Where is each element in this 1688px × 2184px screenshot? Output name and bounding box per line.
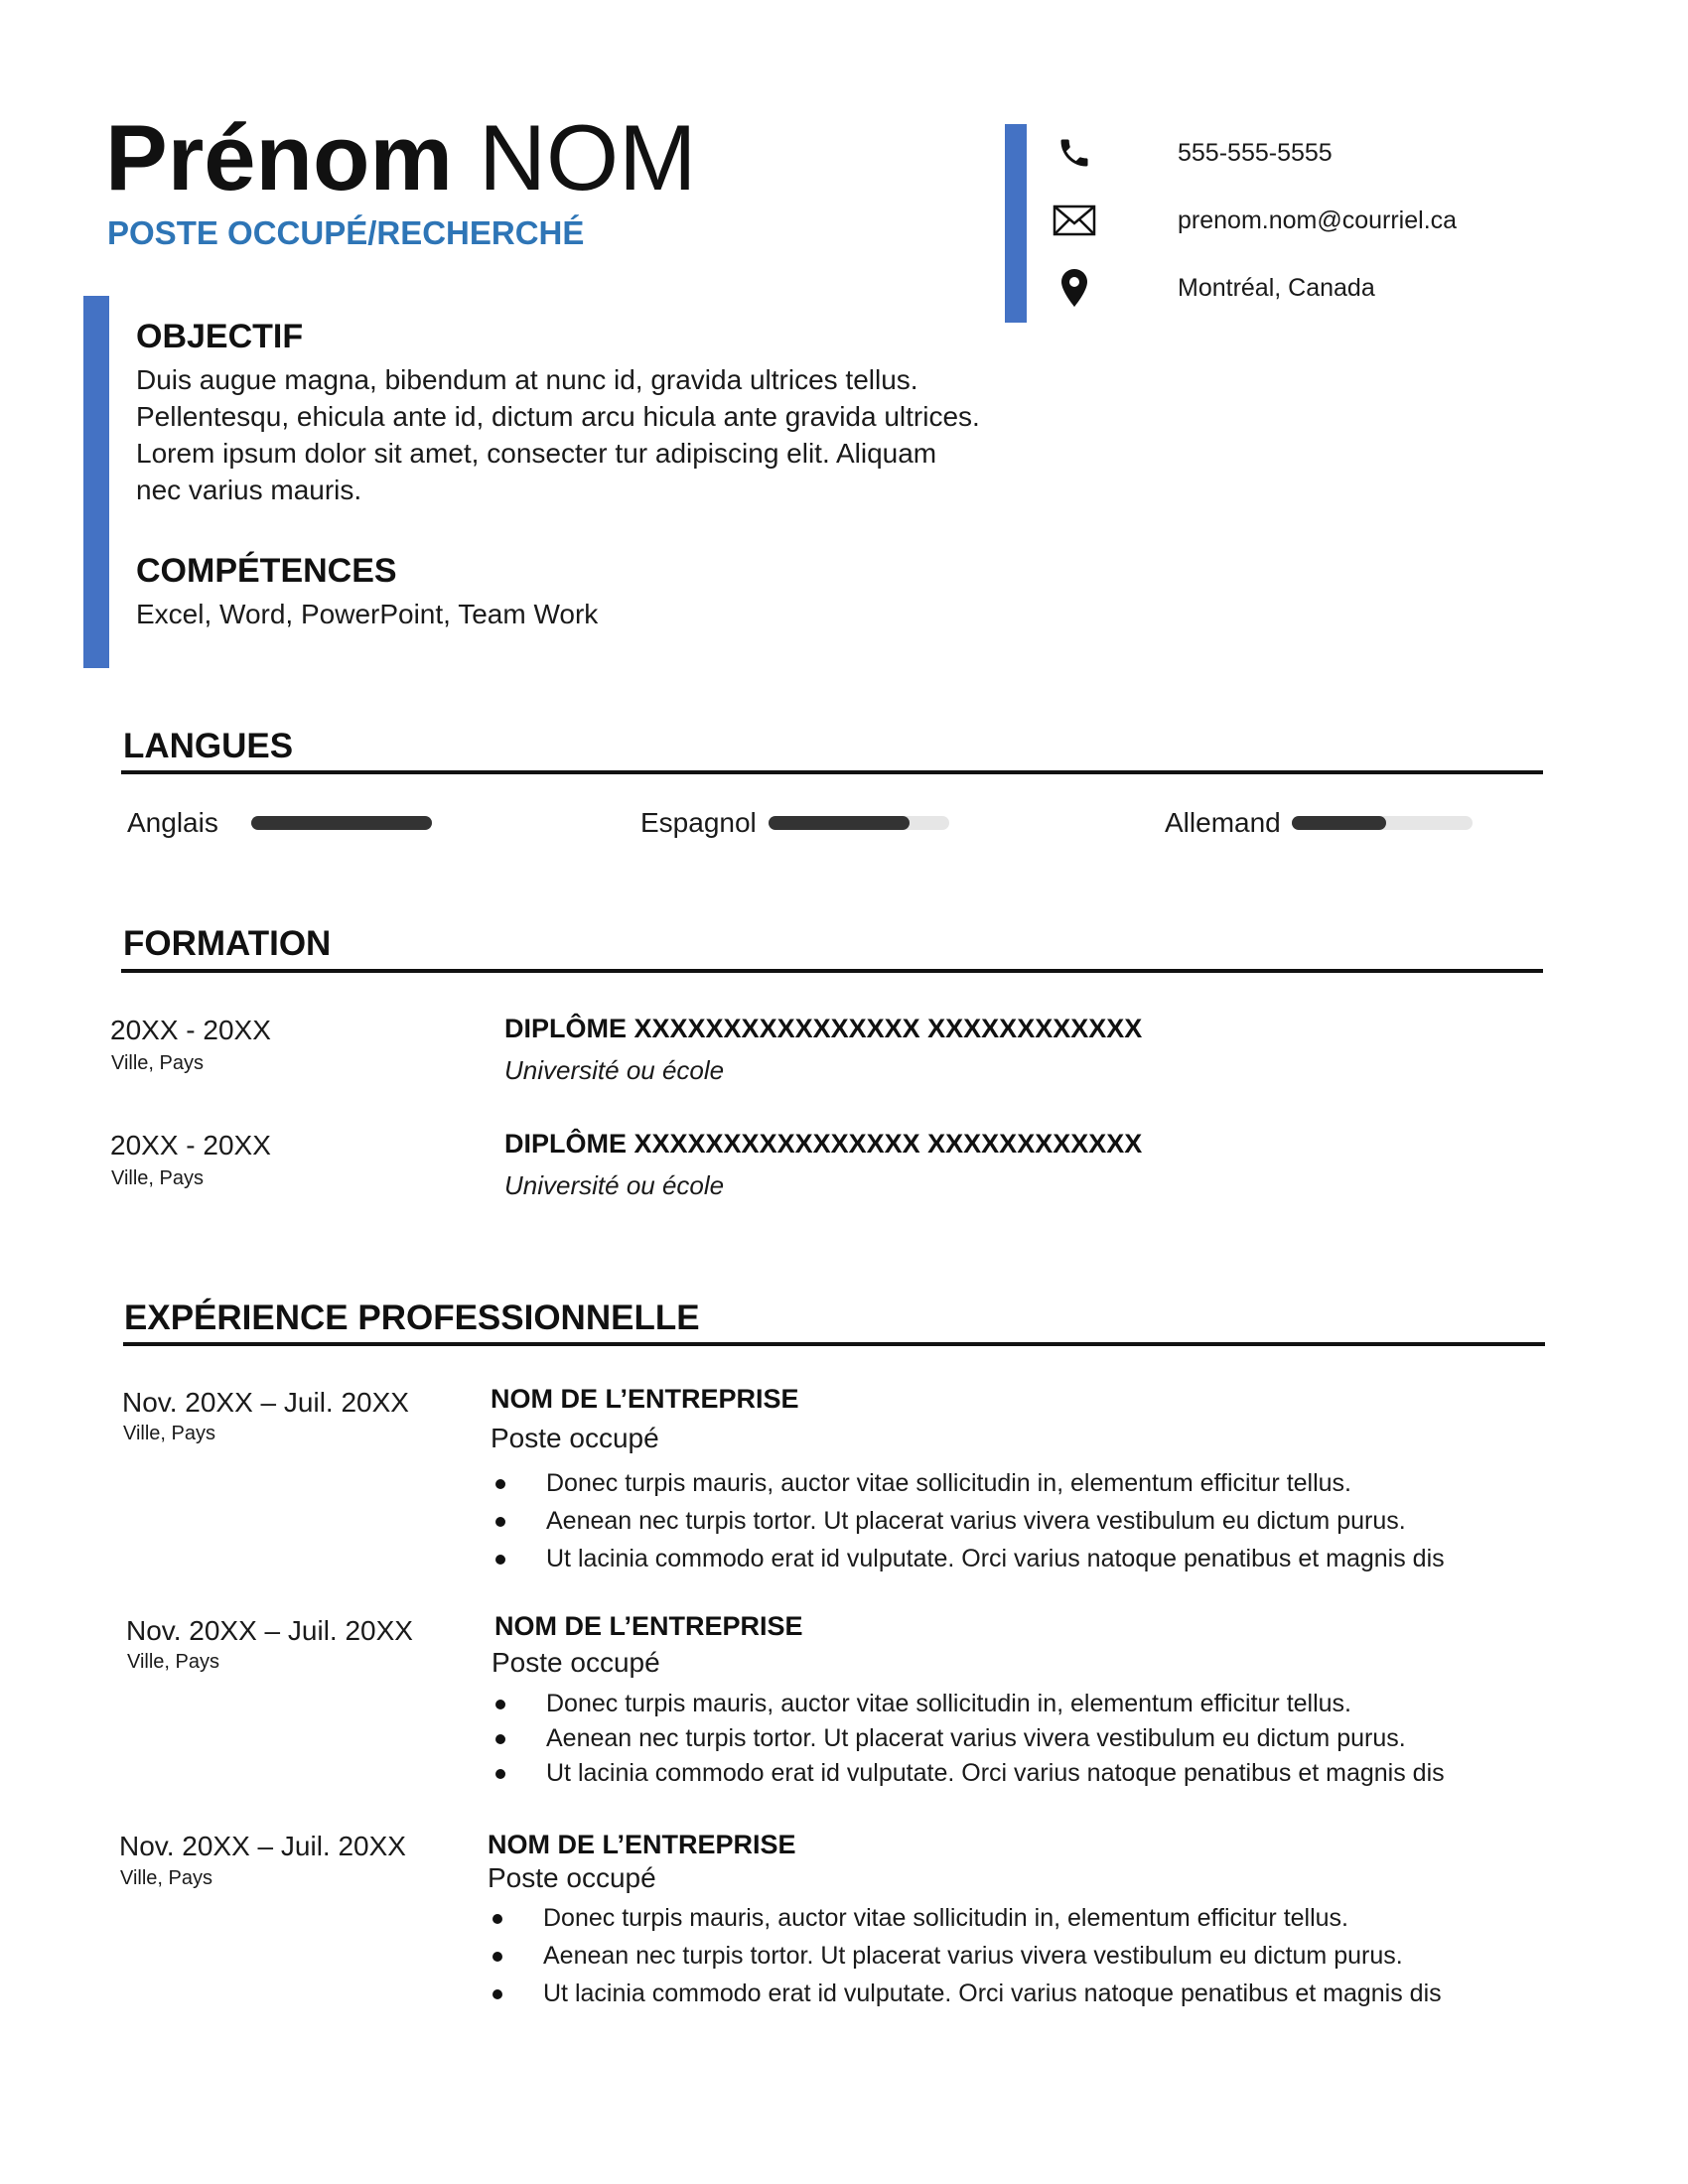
summary-accent-bar [83,296,109,668]
bullet-text: Aenean nec turpis tortor. Ut placerat varius vivera vestibulum eu dictum purus. [546,1724,1406,1752]
job-bullet [492,1904,1348,1933]
candidate-name [105,105,697,209]
education-school: Université ou école [504,1055,725,1085]
map-pin-icon [1053,268,1096,308]
education-location: Ville, Pays [111,1052,205,1074]
job-bullet [495,1545,1445,1573]
job-bullet [495,1759,1445,1788]
bullet-text: Donec turpis mauris, auctor vitae sollicitudin in, elementum efficitur tellus. [546,1469,1351,1497]
job-bullet [495,1690,1351,1718]
objective-line: nec varius mauris. [136,475,362,505]
phone-icon [1053,133,1096,173]
job-dates: Nov. 20XX – Juil. 20XX [122,1387,409,1418]
job-location: Ville, Pays [120,1867,213,1889]
phone-number: 555-555-5555 [1178,138,1333,167]
bullet-icon [495,1769,505,1779]
language-label: Anglais [127,807,218,838]
education-degree: DIPLÔME XXXXXXXXXXXXXXXX XXXXXXXXXXXX [504,1129,1143,1159]
experience-rule [123,1342,1545,1346]
languages-rule [121,770,1543,774]
job-role: Poste occupé [491,1423,659,1453]
objective-line: Duis augue magna, bibendum at nunc id, gravida ultrices tellus. [136,364,918,395]
first-name: Prénom [105,105,453,209]
language-level-fill [251,816,432,830]
location-text: Montréal, Canada [1178,273,1375,302]
language-label: Allemand [1165,807,1281,838]
education-school: Université ou école [504,1170,725,1200]
contact-phone [1053,133,1333,173]
contact-email [1053,201,1457,240]
bullet-icon [492,1989,502,1999]
skills-heading: COMPÉTENCES [136,552,397,590]
bullet-text: Ut lacinia commodo erat id vulputate. Orci varius natoque penatibus et magnis dis [543,1979,1442,2007]
bullet-icon [495,1700,505,1709]
position-title: POSTE OCCUPÉ/RECHERCHÉ [107,214,585,251]
skills-text: Excel, Word, PowerPoint, Team Work [136,599,599,629]
bullet-text: Aenean nec turpis tortor. Ut placerat varius vivera vestibulum eu dictum purus. [543,1942,1403,1970]
job-dates: Nov. 20XX – Juil. 20XX [119,1831,406,1861]
bullet-icon [495,1555,505,1565]
envelope-icon [1053,201,1096,240]
email-address: prenom.nom@courriel.ca [1178,205,1458,234]
bullet-icon [492,1952,502,1962]
bullet-text: Aenean nec turpis tortor. Ut placerat varius vivera vestibulum eu dictum purus. [546,1507,1406,1535]
objective-text [136,361,1010,508]
company-name: NOM DE L’ENTREPRISE [491,1384,799,1414]
job-role: Poste occupé [492,1647,660,1678]
job-role: Poste occupé [488,1862,656,1893]
job-location: Ville, Pays [123,1423,216,1444]
education-location: Ville, Pays [111,1167,205,1189]
bullet-text: Donec turpis mauris, auctor vitae sollicitudin in, elementum efficitur tellus. [543,1904,1348,1932]
experience-heading: EXPÉRIENCE PROFESSIONNELLE [124,1298,700,1337]
education-years: 20XX - 20XX [110,1015,271,1045]
objective-line: Lorem ipsum dolor sit amet, consecter tur adipiscing elit. Aliquam [136,438,937,469]
bullet-icon [495,1479,505,1489]
bullet-text: Ut lacinia commodo erat id vulputate. Orci varius natoque penatibus et magnis dis [546,1759,1445,1787]
job-bullet [495,1724,1406,1753]
contact-location [1053,268,1375,308]
bullet-icon [495,1517,505,1527]
company-name: NOM DE L’ENTREPRISE [494,1611,803,1641]
job-bullet [492,1979,1442,2008]
bullet-icon [492,1914,502,1924]
language-level-bar [1292,816,1473,830]
education-rule [121,969,1543,973]
education-degree: DIPLÔME XXXXXXXXXXXXXXXX XXXXXXXXXXXX [504,1014,1143,1043]
company-name: NOM DE L’ENTREPRISE [488,1830,796,1859]
objective-heading: OBJECTIF [136,318,304,355]
bullet-text: Donec turpis mauris, auctor vitae sollicitudin in, elementum efficitur tellus. [546,1690,1351,1717]
education-years: 20XX - 20XX [110,1130,271,1160]
last-name: NOM [479,105,697,209]
job-bullet [495,1507,1406,1536]
job-dates: Nov. 20XX – Juil. 20XX [126,1615,413,1646]
language-label: Espagnol [640,807,757,838]
languages-heading: LANGUES [123,727,294,765]
objective-line: Pellentesqu, ehicula ante id, dictum arcu hicula ante gravida ultrices. [136,401,980,432]
bullet-text: Ut lacinia commodo erat id vulputate. Orci varius natoque penatibus et magnis dis [546,1545,1445,1572]
language-level-bar [251,816,432,830]
job-bullet [492,1942,1403,1971]
bullet-icon [495,1734,505,1744]
education-heading: FORMATION [123,924,332,963]
language-level-fill [1292,816,1386,830]
job-bullet [495,1469,1351,1498]
job-location: Ville, Pays [127,1651,220,1673]
language-level-bar [769,816,949,830]
language-level-fill [769,816,910,830]
contact-accent-bar [1005,124,1027,323]
